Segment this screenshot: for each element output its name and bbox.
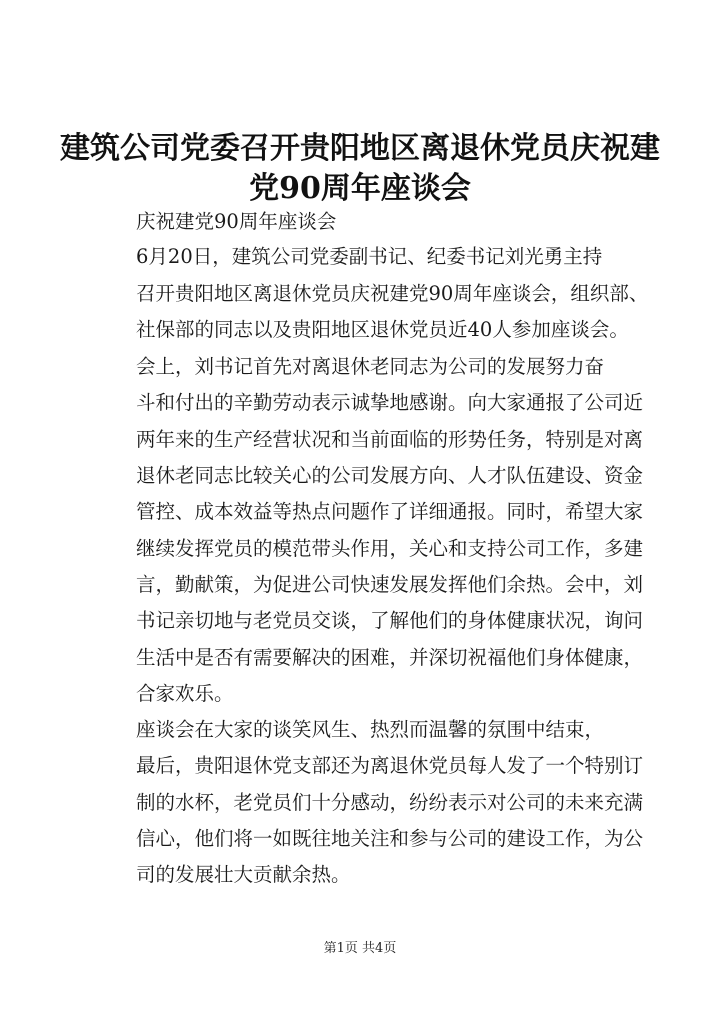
body-line: 书记亲切地与老党员交谈，了解他们的身体健康状况，询问	[136, 609, 644, 632]
body-line: 座谈会在大家的谈笑风生、热烈而温馨的氛围中结束，	[136, 718, 605, 741]
body-line: 退休老同志比较关心的公司发展方向、人才队伍建设、资金	[136, 464, 644, 487]
body-line: 6月20日，建筑公司党委副书记、纪委书记刘光勇主持	[136, 245, 603, 268]
body-line: 社保部的同志以及贵阳地区退休党员近40人参加座谈会。	[136, 318, 629, 341]
page-number-footer: 第1页 共4页	[323, 941, 397, 956]
body-line: 管控、成本效益等热点问题作了详细通报。同时，希望大家	[136, 500, 644, 523]
body-line: 会上，刘书记首先对离退休老同志为公司的发展努力奋	[136, 355, 605, 378]
body-line: 信心，他们将一如既往地关注和参与公司的建设工作，为公	[136, 827, 644, 850]
body-line: 两年来的生产经营状况和当前面临的形势任务，特别是对离	[136, 428, 644, 451]
body-line: 言，勤献策，为促进公司快速发展发挥他们余热。会中，刘	[136, 573, 644, 596]
body-line: 斗和付出的辛勤劳动表示诚挚地感谢。向大家通报了公司近	[136, 391, 644, 414]
body-line: 司的发展壮大贡献余热。	[136, 863, 351, 886]
body-line: 生活中是否有需要解决的困难，并深切祝福他们身体健康，	[136, 646, 644, 669]
body-line: 庆祝建党90周年座谈会	[136, 210, 337, 233]
body-line: 召开贵阳地区离退休党员庆祝建党90周年座谈会，组织部、	[136, 282, 649, 305]
body-line: 最后，贵阳退休党支部还为离退休党员每人发了一个特别订	[136, 754, 644, 777]
body-line: 制的水杯，老党员们十分感动，纷纷表示对公司的未来充满	[136, 791, 644, 814]
body-line: 合家欢乐。	[136, 682, 234, 705]
document-title-line-1: 建筑公司党委召开贵阳地区离退休党员庆祝建	[60, 131, 660, 166]
body-line: 继续发挥党员的模范带头作用，关心和支持公司工作，多建	[136, 537, 644, 560]
document-title-line-2: 党90周年座谈会	[249, 171, 471, 206]
